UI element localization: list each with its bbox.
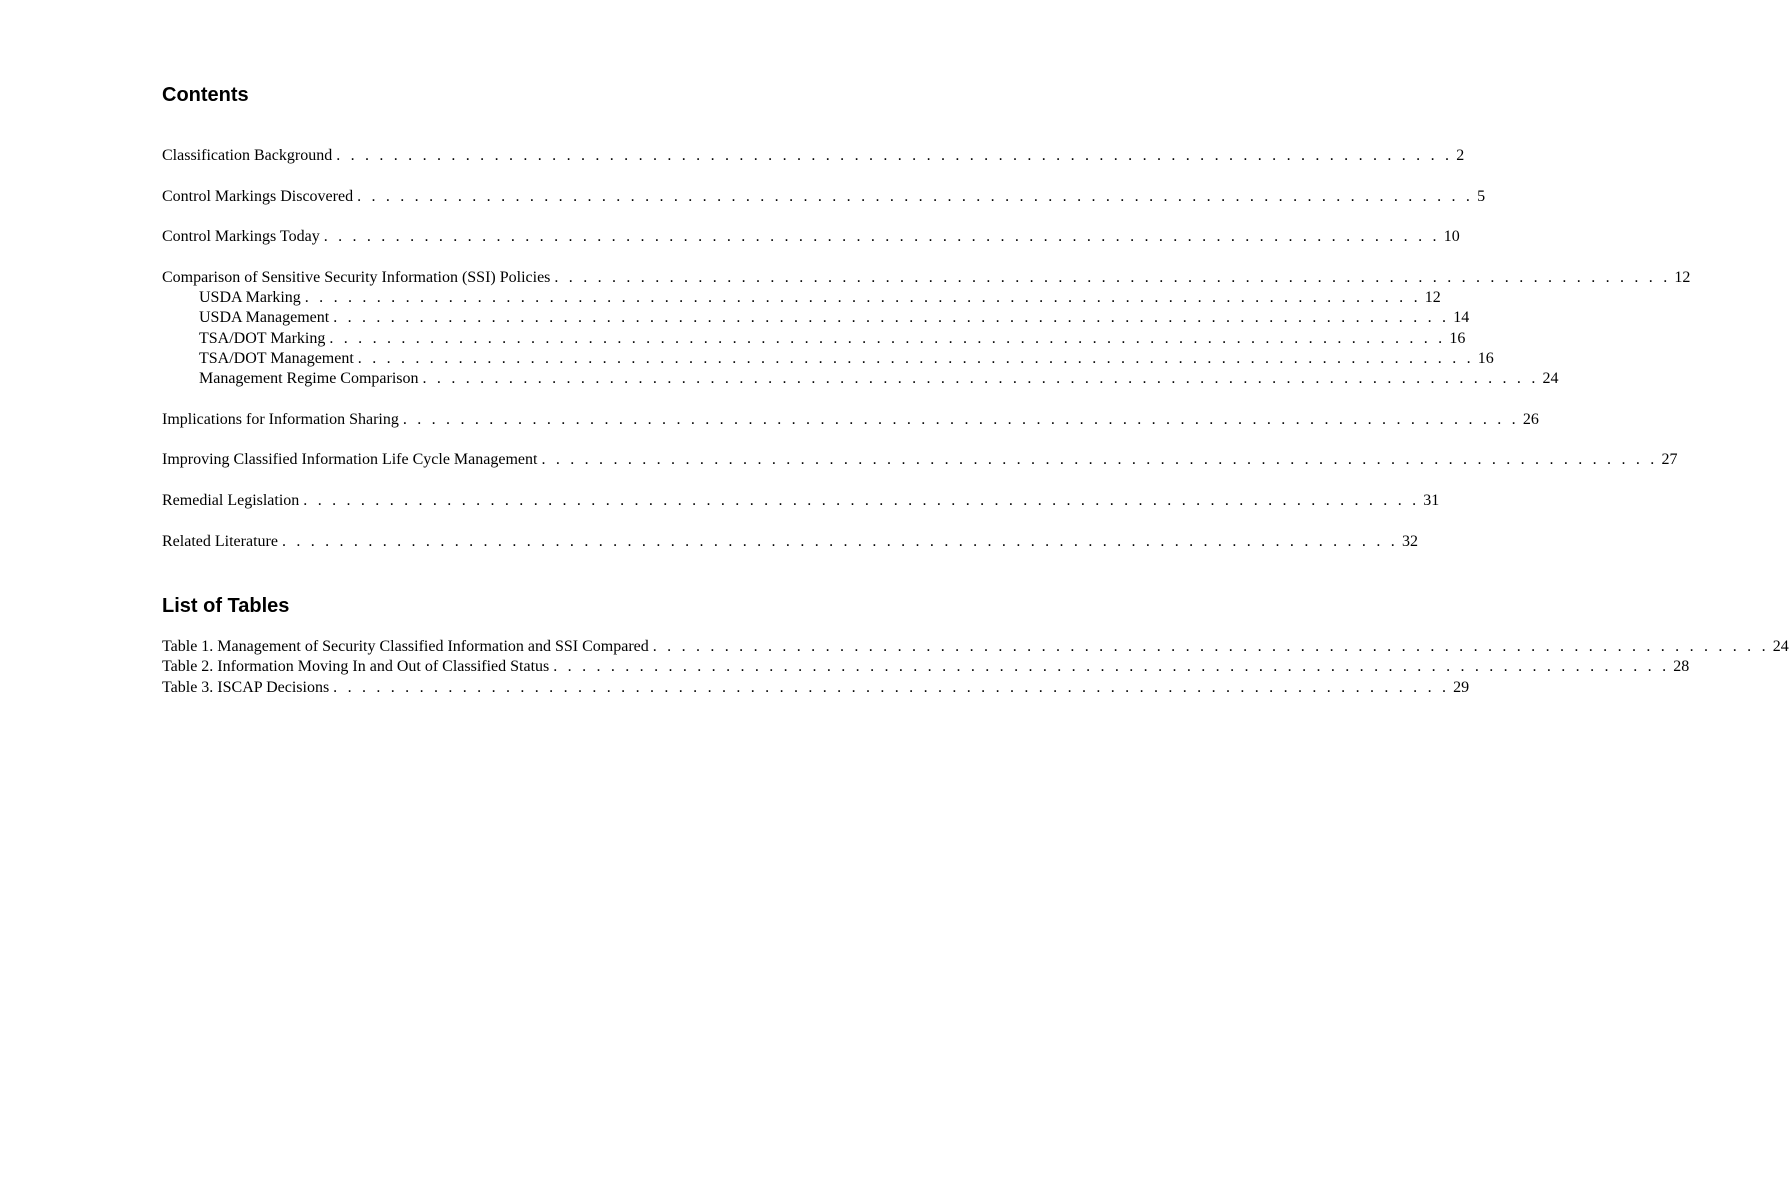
dot-leader: . . . . . . . . . . . . . . . . . . . . . . . . . . . . . . . . . . . . . . . . . . . . . . . . . . . . . . . . . . . . . . . . . . . . . . . . . . . . . . [541,451,1658,469]
toc-entry-title: Control Markings Today [162,228,320,246]
toc-entry-title: USDA Marking [199,289,301,307]
toc-entry [162,491,1440,511]
toc-subentry [162,369,1559,389]
toc-subentry [162,288,1441,308]
table-entry-page: 24 [1772,638,1789,655]
toc-entry-title: Classification Background [162,147,333,164]
toc-entry-page: 16 [1477,349,1494,367]
contents-heading: Contents [162,84,249,106]
table-entry-page: 28 [1673,658,1690,676]
dot-leader: . . . . . . . . . . . . . . . . . . . . . . . . . . . . . . . . . . . . . . . . . . . . . . . . . . . . . . . . . . . . . . . . . . . . . . . . . . . . . . [304,289,1421,307]
toc-entry [162,227,1460,247]
toc-entry-page: 32 [1401,532,1418,550]
dot-leader: . . . . . . . . . . . . . . . . . . . . . . . . . . . . . . . . . . . . . . . . . . . . . . . . . . . . . . . . . . . . . . . . . . . . . . . . . . . . . . [357,349,1474,367]
dot-leader: . . . . . . . . . . . . . . . . . . . . . . . . . . . . . . . . . . . . . . . . . . . . . . . . . . . . . . . . . . . . . . . . . . . . . . . . . . . . . . [652,638,1769,655]
toc-entry-title: TSA/DOT Management [199,349,354,367]
toc-subentry [162,329,1466,349]
toc-entry-page: 26 [1522,410,1539,428]
toc-entry-title: Improving Classified Information Life Cycle Management [162,451,538,469]
toc-entry-page: 12 [1674,268,1691,286]
toc-entry-title: Control Markings Discovered [162,187,354,205]
toc-entry-title: Related Literature [162,532,278,550]
table-entry [162,657,1690,677]
dot-leader: . . . . . . . . . . . . . . . . . . . . . . . . . . . . . . . . . . . . . . . . . . . . . . . . . . . . . . . . . . . . . . . . . . . . . . . . . . . . . . [402,410,1519,428]
table-entry [162,678,1470,698]
toc-entry-title: Comparison of Sensitive Security Information (SSI) Policies [162,268,551,286]
toc-entry-page: 2 [1456,147,1465,164]
toc-subentry [162,349,1494,369]
toc-entry-page: 27 [1661,451,1678,469]
table-entry-title: Table 2. Information Moving In and Out of Classified Status [162,658,550,676]
toc-entry-page: 16 [1449,329,1466,347]
dot-leader: . . . . . . . . . . . . . . . . . . . . . . . . . . . . . . . . . . . . . . . . . . . . . . . . . . . . . . . . . . . . . . . . . . . . . . . . . . . . . . [357,187,1474,205]
toc-entry-title: TSA/DOT Marking [199,329,326,347]
toc-entry-page: 14 [1453,309,1470,327]
dot-leader: . . . . . . . . . . . . . . . . . . . . . . . . . . . . . . . . . . . . . . . . . . . . . . . . . . . . . . . . . . . . . . . . . . . . . . . . . . . . . . [422,370,1539,388]
toc-entry-page: 12 [1424,289,1441,307]
toc-entry-title: USDA Management [199,309,330,327]
toc-entry-title: Remedial Legislation [162,492,300,510]
contents-list [162,146,1691,552]
toc-entry [162,410,1539,430]
toc-entry [162,268,1691,288]
dot-leader: . . . . . . . . . . . . . . . . . . . . . . . . . . . . . . . . . . . . . . . . . . . . . . . . . . . . . . . . . . . . . . . . . . . . . . . . . . . . . . [336,147,1453,164]
dot-leader: . . . . . . . . . . . . . . . . . . . . . . . . . . . . . . . . . . . . . . . . . . . . . . . . . . . . . . . . . . . . . . . . . . . . . . . . . . . . . . [281,532,1398,550]
dot-leader: . . . . . . . . . . . . . . . . . . . . . . . . . . . . . . . . . . . . . . . . . . . . . . . . . . . . . . . . . . . . . . . . . . . . . . . . . . . . . . [333,309,1450,327]
dot-leader: . . . . . . . . . . . . . . . . . . . . . . . . . . . . . . . . . . . . . . . . . . . . . . . . . . . . . . . . . . . . . . . . . . . . . . . . . . . . . . [553,658,1670,676]
dot-leader: . . . . . . . . . . . . . . . . . . . . . . . . . . . . . . . . . . . . . . . . . . . . . . . . . . . . . . . . . . . . . . . . . . . . . . . . . . . . . . [329,329,1446,347]
dot-leader: . . . . . . . . . . . . . . . . . . . . . . . . . . . . . . . . . . . . . . . . . . . . . . . . . . . . . . . . . . . . . . . . . . . . . . . . . . . . . . [303,492,1420,510]
toc-entry [162,450,1678,470]
tables-list [162,637,1789,698]
table-entry-title: Table 3. ISCAP Decisions [162,678,330,696]
table-entry-page: 29 [1453,678,1470,696]
dot-leader: . . . . . . . . . . . . . . . . . . . . . . . . . . . . . . . . . . . . . . . . . . . . . . . . . . . . . . . . . . . . . . . . . . . . . . . . . . . . . . [323,228,1440,246]
toc-entry-page: 31 [1423,492,1440,510]
dot-leader: . . . . . . . . . . . . . . . . . . . . . . . . . . . . . . . . . . . . . . . . . . . . . . . . . . . . . . . . . . . . . . . . . . . . . . . . . . . . . . [554,268,1671,286]
table-entry-title: Table 1. Management of Security Classified Information and SSI Compared [162,638,649,655]
toc-entry [162,146,1465,166]
dot-leader: . . . . . . . . . . . . . . . . . . . . . . . . . . . . . . . . . . . . . . . . . . . . . . . . . . . . . . . . . . . . . . . . . . . . . . . . . . . . . . [333,678,1450,696]
toc-entry-title: Implications for Information Sharing [162,410,399,428]
toc-entry-page: 5 [1477,187,1486,205]
toc-entry [162,187,1486,207]
toc-subentry [162,308,1470,328]
toc-entry-title: Management Regime Comparison [199,370,419,388]
toc-entry [162,532,1418,552]
list-of-tables-heading: List of Tables [162,595,290,617]
toc-entry-page: 24 [1542,370,1559,388]
table-entry [162,637,1789,657]
toc-entry-page: 10 [1443,228,1460,246]
